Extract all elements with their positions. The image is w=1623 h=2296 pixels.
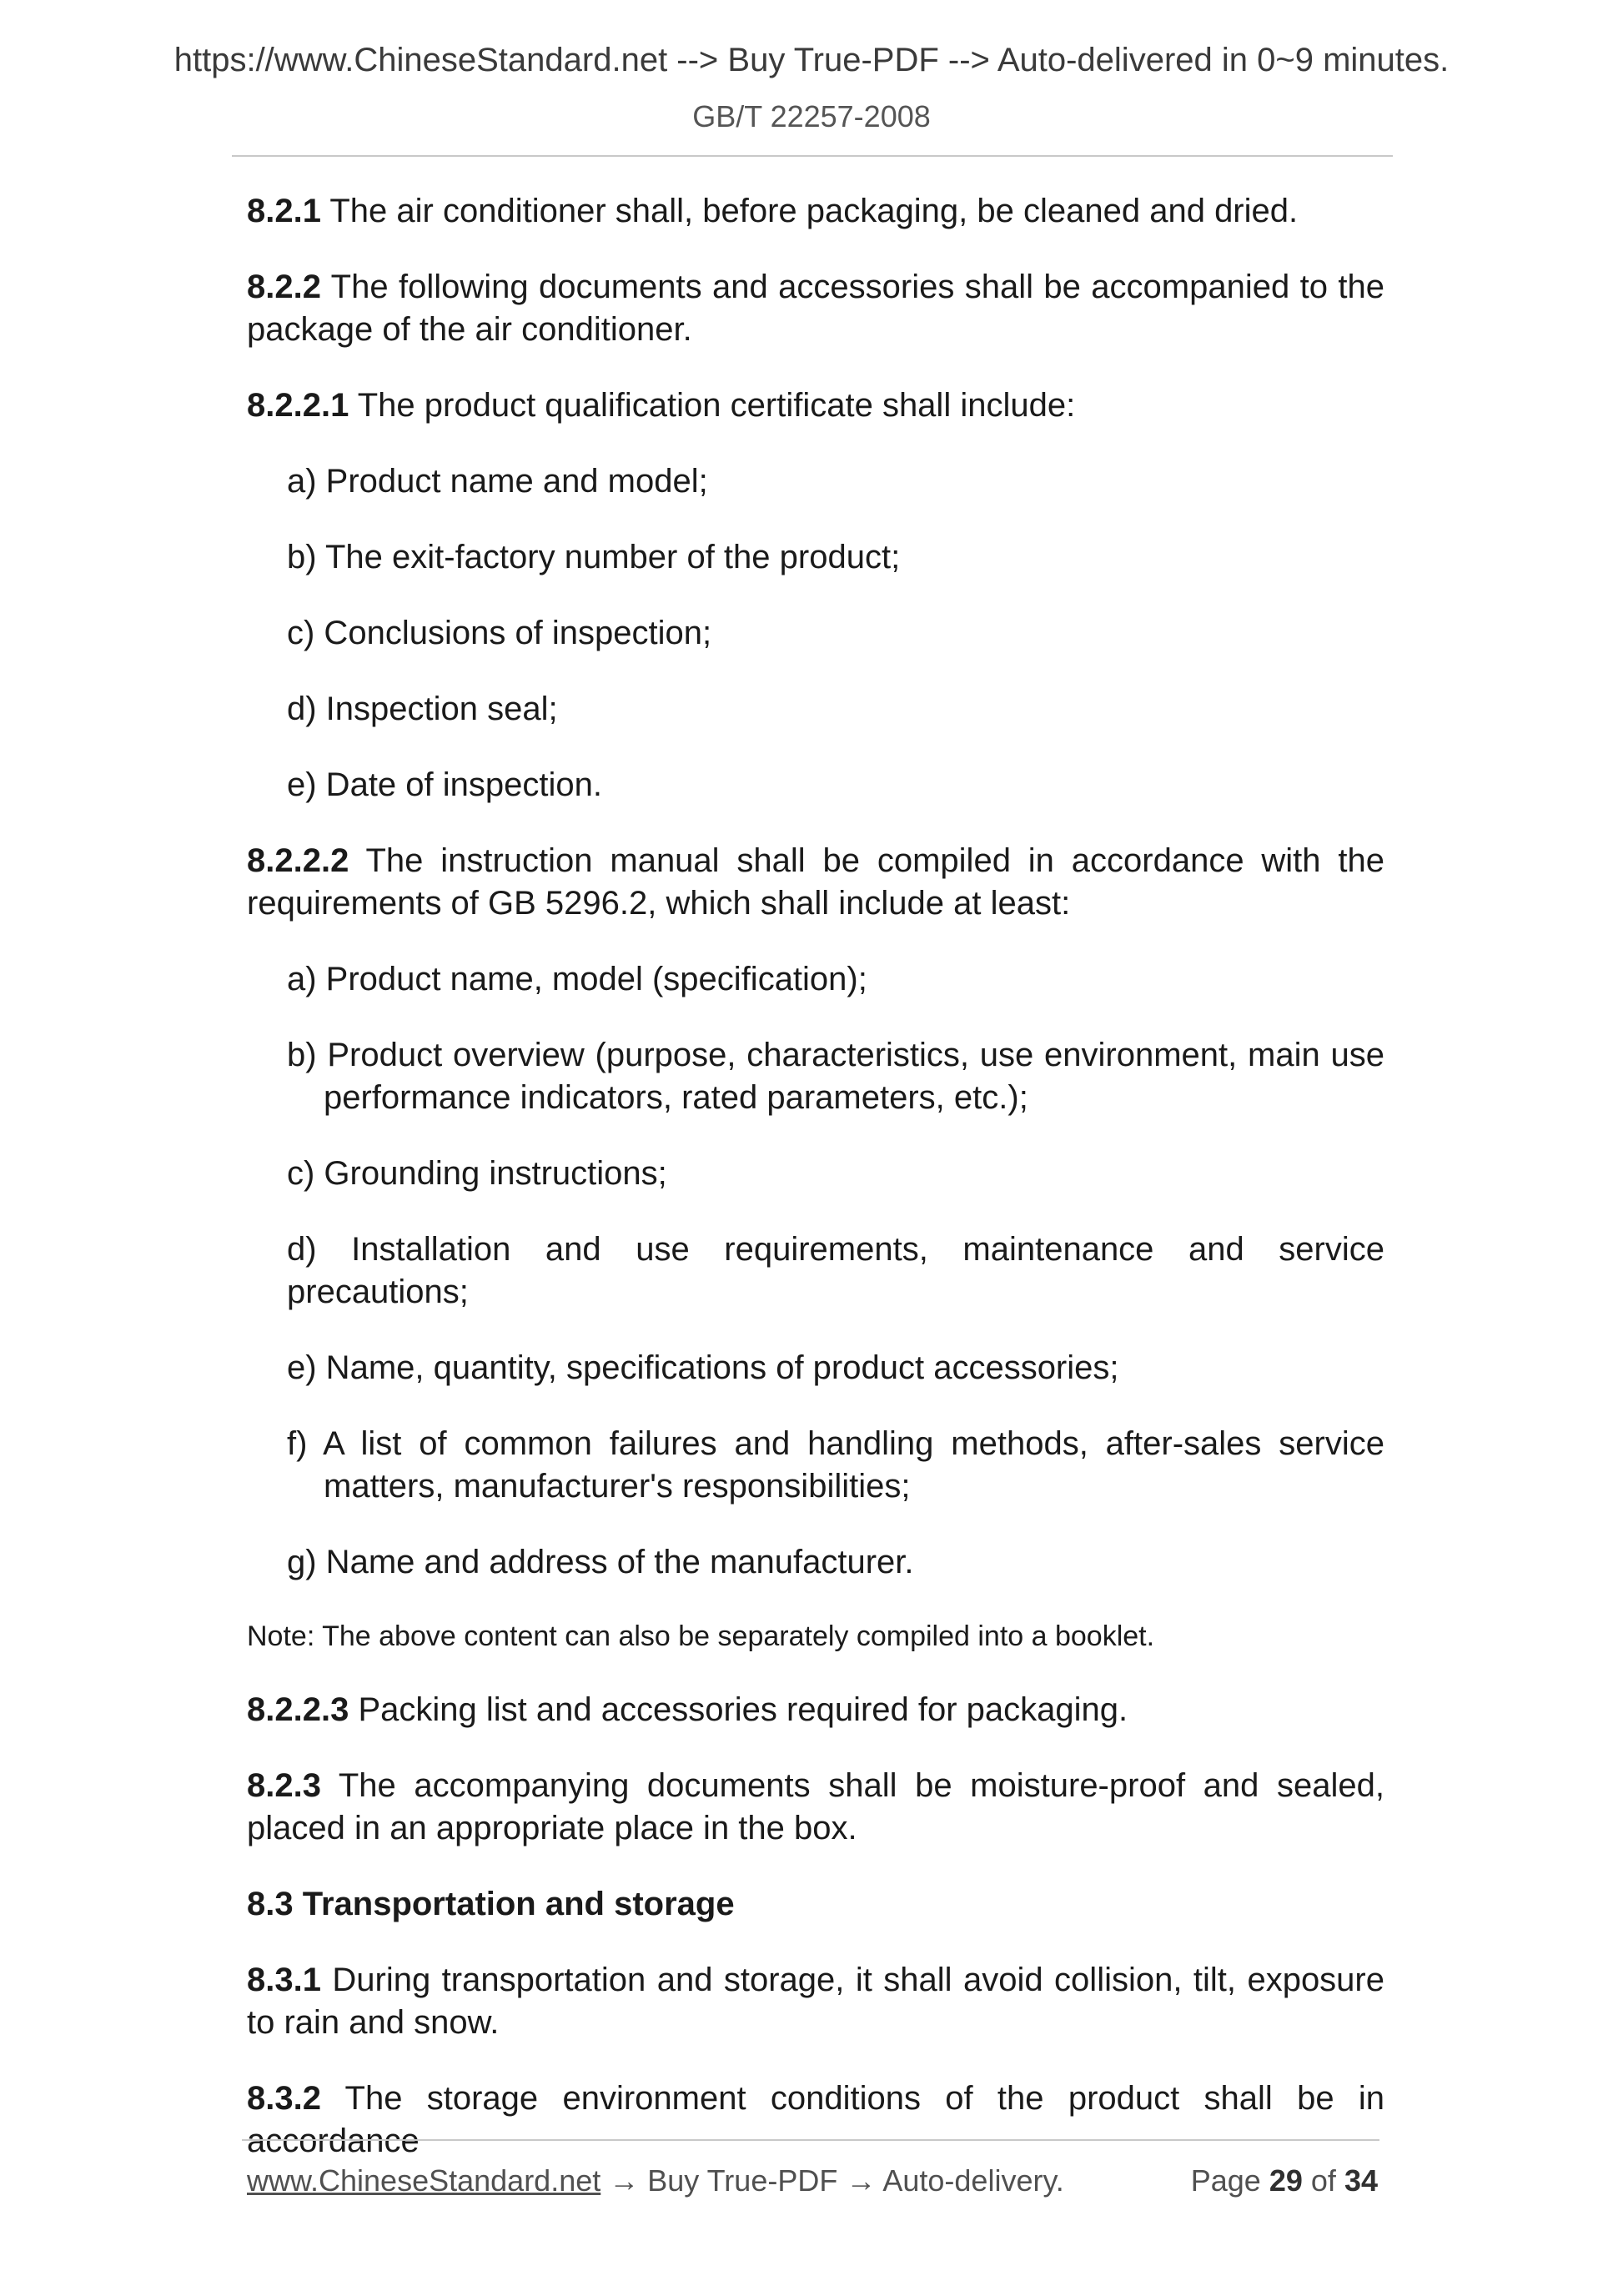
arrow-icon: →	[837, 2163, 883, 2198]
list-item: e) Name, quantity, specifications of product accessories;	[287, 1349, 1119, 1386]
header-divider	[232, 155, 1393, 157]
page-indicator	[1191, 2162, 1378, 2200]
clause-text: The air conditioner shall, before packaging, be cleaned and dried.	[320, 193, 1299, 229]
clause-8-2-2	[247, 266, 1384, 351]
list-item: e) Date of inspection.	[287, 766, 602, 803]
note: Note: The above content can also be separately compiled into a booklet.	[247, 1620, 1155, 1652]
list-item: a) Product name and model;	[287, 463, 708, 500]
clause-text: The instruction manual shall be compiled in accordance with the requirements of GB 5296.2, which shall include at least:	[247, 842, 1384, 922]
clause-8-3-2	[247, 2077, 1384, 2163]
total-pages: 34	[1344, 2163, 1378, 2198]
clause-8-2-2-3	[247, 1689, 1384, 1731]
of-label: of	[1310, 2163, 1336, 2198]
clause-number: 8.3.1	[247, 1962, 321, 1998]
clause-number: 8.2.2.3	[247, 1691, 349, 1728]
clause-8-2-2-2	[247, 840, 1384, 925]
clause-8-2-1	[247, 190, 1384, 233]
clause-text: The storage environment conditions of the product shall be in accordance	[247, 2080, 1384, 2159]
clause-text: The accompanying documents shall be moisture-proof and sealed, placed in an appropriate place in the box.	[247, 1767, 1384, 1846]
clause-number: 8.2.1	[247, 193, 321, 229]
list-item: g) Name and address of the manufacturer.	[287, 1544, 914, 1580]
clause-number: 8.3.2	[247, 2080, 321, 2117]
clause-8-2-2-1	[247, 384, 1384, 427]
clause-number: 8.2.2.1	[247, 387, 349, 424]
clause-number: 8.2.2	[247, 269, 321, 305]
clause-8-3-1	[247, 1959, 1384, 2044]
page-label: Page	[1190, 2163, 1261, 2198]
header-url-banner: https://www.ChineseStandard.net --> Buy True-PDF --> Auto-delivered in 0~9 minutes.	[173, 42, 1450, 78]
footer-links	[247, 2162, 1064, 2200]
clause-8-2-3	[247, 1765, 1384, 1850]
arrow-icon: →	[600, 2163, 648, 2198]
list-item: d) Installation and use requirements, maintenance and service precautions;	[287, 1231, 1384, 1310]
list-item: b) The exit-factory number of the product;	[287, 539, 901, 575]
list-item: b) Product overview (purpose, characteristics, use environment, main use performance indicators, rated parameters, etc.);	[287, 1037, 1384, 1116]
footer-divider	[242, 2139, 1379, 2141]
clause-text: Packing list and accessories required for packaging.	[349, 1691, 1128, 1728]
document-body	[247, 190, 1384, 2196]
clause-number: 8.2.2.2	[247, 842, 349, 879]
clause-text: The following documents and accessories shall be accompanied to the package of the air conditioner.	[247, 269, 1384, 348]
site-link[interactable]: www.ChineseStandard.net	[247, 2163, 601, 2198]
footer-buy-text: Buy True-PDF	[647, 2163, 838, 2198]
clause-text: During transportation and storage, it shall avoid collision, tilt, exposure to rain and snow.	[247, 1962, 1384, 2041]
clause-number: 8.2.3	[247, 1767, 321, 1804]
standard-code: GB/T 22257-2008	[692, 99, 931, 133]
list-item: c) Grounding instructions;	[287, 1155, 667, 1192]
list-item: c) Conclusions of inspection;	[287, 615, 712, 651]
section-heading: 8.3 Transportation and storage	[247, 1886, 735, 1922]
footer-delivery-text: Auto-delivery.	[882, 2163, 1064, 2198]
list-item: d) Inspection seal;	[287, 691, 558, 727]
list-item: f) A list of common failures and handling methods, after-sales service matters, manufacturer's responsibilities;	[287, 1425, 1384, 1505]
current-page: 29	[1269, 2163, 1303, 2198]
list-item: a) Product name, model (specification);	[287, 961, 867, 997]
clause-text: The product qualification certificate shall include:	[349, 387, 1076, 424]
